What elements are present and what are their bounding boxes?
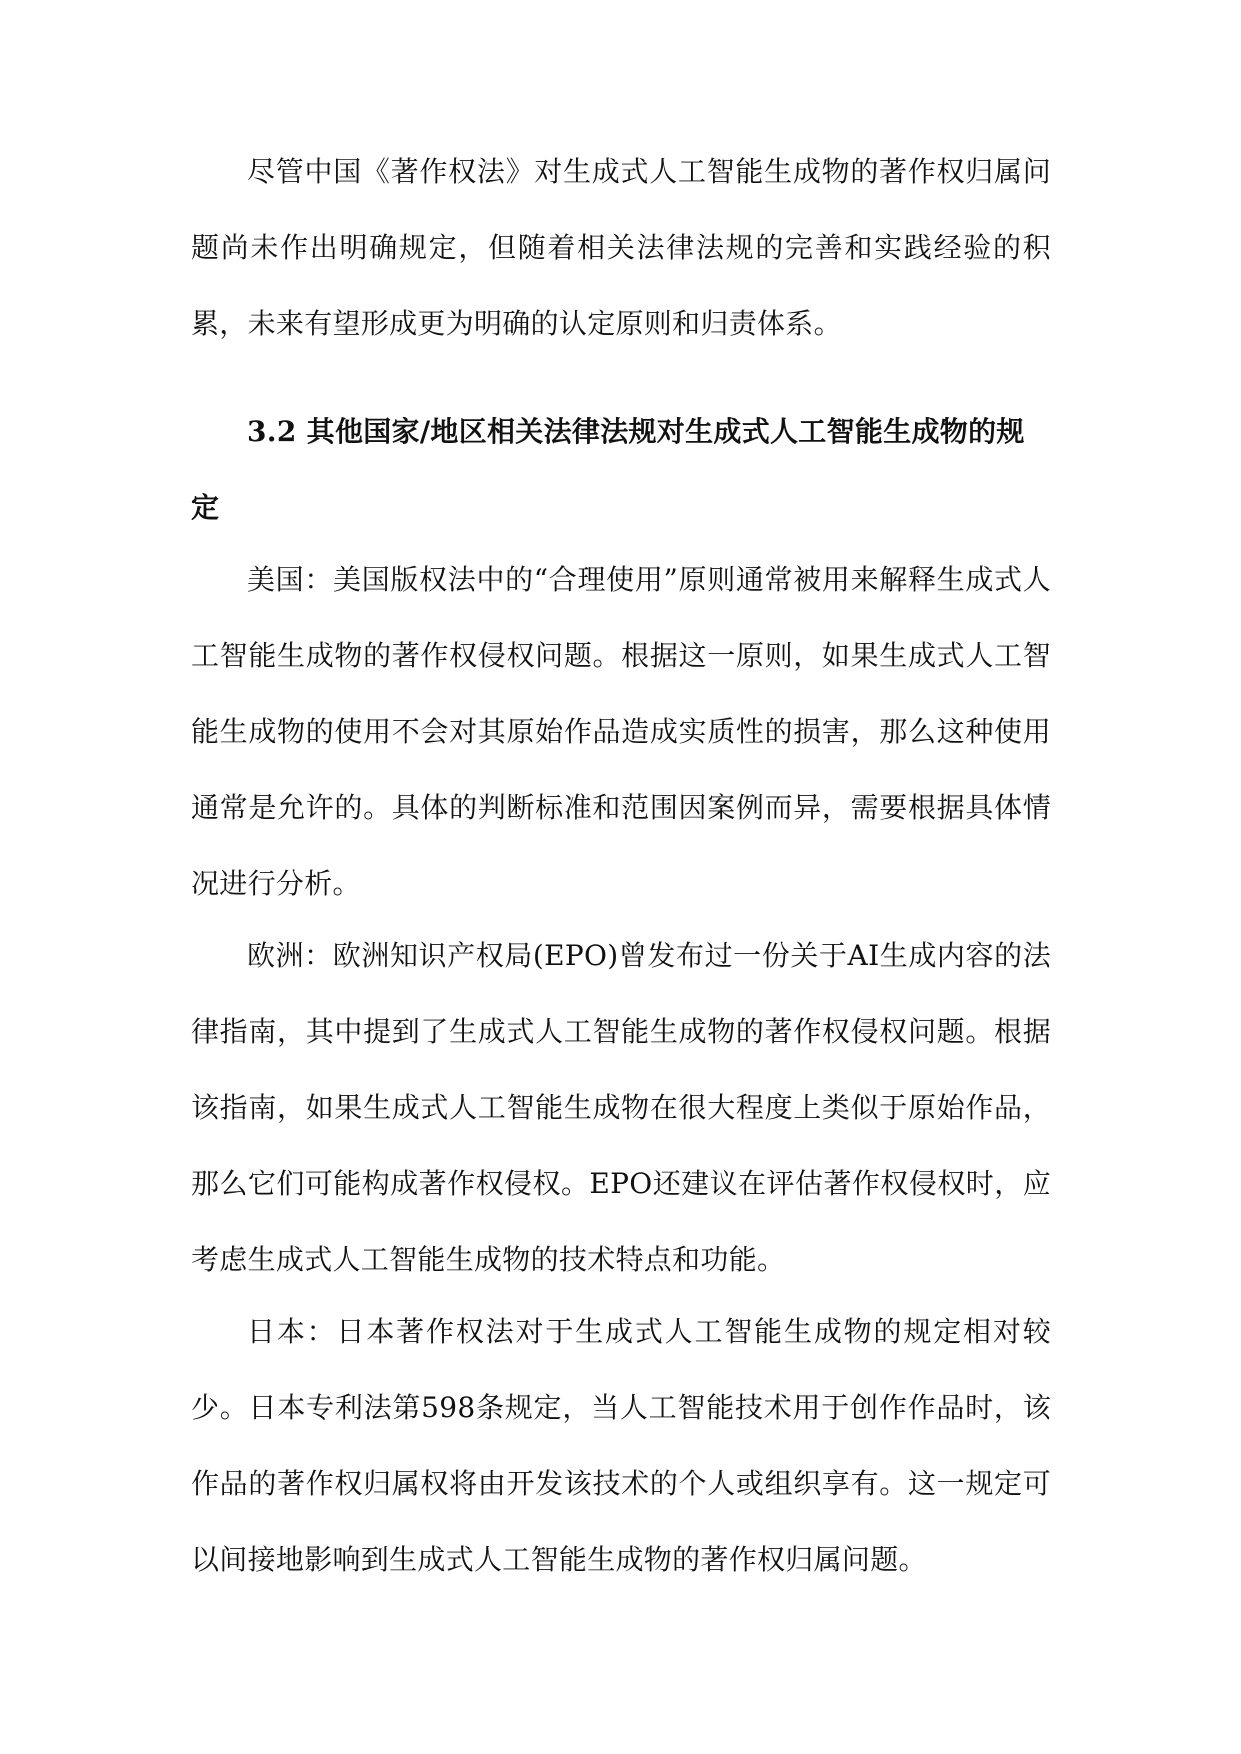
paragraph-usa: 美国：美国版权法中的“合理使用”原则通常被用来解释生成式人工智能生成物的著作权侵权问题。根据这一原则，如果生成式人工智能生成物的使用不会对其原始作品造成实质性的损害，那么这种使用通常是允许的。具体的判断标准和范围因案例而异，需要根据具体情况进行分析。: [191, 563, 1051, 900]
section-heading-3-2: 3.2 其他国家/地区相关法律法规对生成式人工智能生成物的规定: [191, 415, 1025, 524]
paragraph-intro: 尽管中国《著作权法》对生成式人工智能生成物的著作权归属问题尚未作出明确规定，但随着相关法律法规的完善和实践经验的积累，未来有望形成更为明确的认定原则和归责体系。: [191, 155, 1051, 340]
paragraph-europe: 欧洲：欧洲知识产权局(EPO)曾发布过一份关于AI生成内容的法律指南，其中提到了生成式人工智能生成物的著作权侵权问题。根据该指南，如果生成式人工智能生成物在很大程度上类似于原始作品，那么它们可能构成著作权侵权。EPO还建议在评估著作权侵权时，应考虑生成式人工智能生成物的技术特点和功能。: [191, 939, 1051, 1276]
paragraph-japan: 日本：日本著作权法对于生成式人工智能生成物的规定相对较少。日本专利法第598条规定，当人工智能技术用于创作作品时，该作品的著作权归属权将由开发该技术的个人或组织享有。这一规定可以间接地影响到生成式人工智能生成物的著作权归属问题。: [191, 1315, 1051, 1576]
